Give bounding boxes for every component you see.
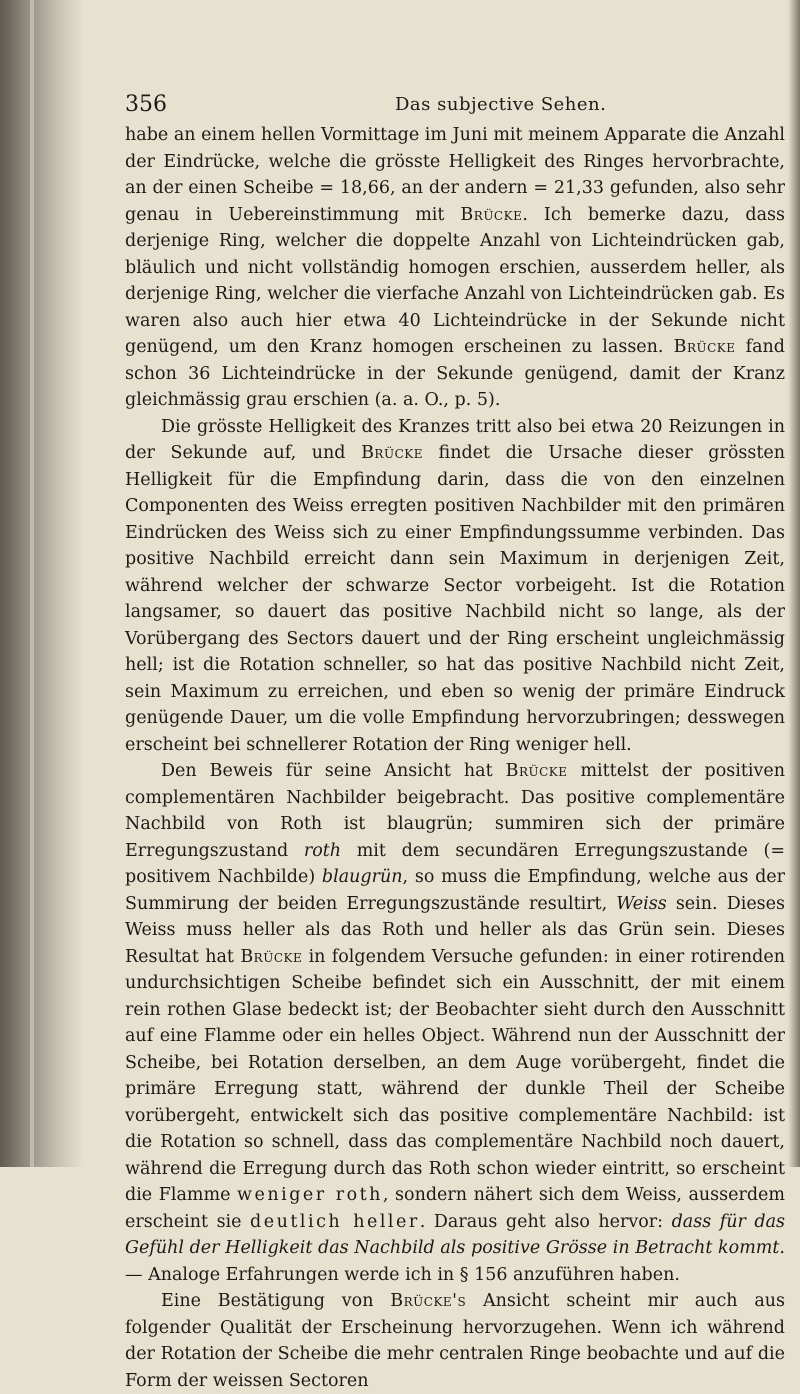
paragraph (125, 122, 785, 414)
text-run: Die grösste Helligkeit des Kranzes tritt also bei etwa 20 Reizungen in der Sekunde auf, und (125, 416, 785, 463)
emphasis-text: weniger roth (237, 1185, 383, 1205)
body-text (125, 122, 785, 1394)
emphasis-text: Weiss (616, 893, 667, 914)
text-run: , sondern nähert sich dem Weiss, ausserdem erscheint sie (125, 1185, 785, 1232)
page-number: 356 (125, 92, 167, 117)
text-run: findet die Ursache dieser grössten Helligkeit für die Empfindung darin, dass die von den einzelnen Componenten des Weiss erregten positiven Nachbilder mit den primären Eindrücken des Weiss sich zu einer Empfindungssumme verbinden. Das positive Nachbild erreicht dann sein Maximum in derjenigen Zeit, während welcher der schwarze Sector vorbeigeht. Ist die Rotation langsamer, so dauert das positive Nachbild nicht so lange, als der Vorübergang des Sectors dauert und der Ring erscheint ungleichmässig hell; ist die Rotation schneller, so hat das positive Nachbild nicht Zeit, sein Maximum zu erreichen, und eben so wenig der primäre Eindruck genügende Dauer, um die volle Empfindung hervorzubringen; desswegen erscheint bei schnellerer Rotation der Ring weniger hell. (125, 443, 785, 755)
text-run: Eine Bestätigung von (161, 1291, 391, 1311)
emphasis-text: deutlich heller (250, 1211, 420, 1232)
emphasis-text: Brücke's (390, 1291, 467, 1311)
emphasis-text: roth (303, 840, 342, 861)
paragraph (125, 758, 785, 1288)
text-run: mit dem secundären Erregungszustande (= positivem Nachbilde) (125, 840, 785, 887)
emphasis-text: Brücke (240, 946, 303, 967)
emphasis-text: Brücke (505, 761, 568, 781)
emphasis-text: Brücke (460, 204, 523, 225)
emphasis-text: Brücke (361, 443, 423, 463)
paragraph (125, 1288, 785, 1394)
emphasis-text: Brücke (673, 337, 736, 357)
text-run: Ansicht scheint mir auch aus folgender Qualität der Erscheinung hervorzugehen. Wenn ich während der Rotation der Scheibe die mehr centralen Ringe beobachte und auf die Form der weissen Sectoren (125, 1291, 786, 1391)
emphasis-text: dass für das Gefühl der Helligkeit das Nachbild als positive Grösse in Betracht kommt (125, 1211, 786, 1258)
page-header (125, 92, 785, 122)
text-run: . Ich bemerke dazu, dass derjenige Ring, welcher die doppelte Anzahl von Lichteindrücken gab, bläulich und nicht vollständig homogen erschien, ausserdem heller, als derjenige Ring, welcher die vierfache Anzahl von Lichteindrücken gab. Es waren also auch hier etwa 40 Lichteindrücke in der Sekunde nicht genügend, um den Kranz homogen erscheinen zu lassen. (125, 204, 786, 357)
book-binding-right (788, 0, 800, 1167)
text-run: fand schon 36 Lichteindrücke in der Sekunde genügend, damit der Kranz gleichmässig grau erschien (a. a. O., p. 5). (125, 337, 785, 410)
text-run: in folgendem Versuche gefunden: in einer rotirenden undurchsichtigen Scheibe befindet sich ein Ausschnitt, der mit einem rein rothen Glase bedeckt ist; der Beobachter sieht durch den Ausschnitt auf eine Flamme oder ein helles Object. Während nun der Ausschnitt der Scheibe, bei Rotation derselben, an dem Auge vorübergeht, findet die primäre Erregung statt, während der dunkle Theil der Scheibe vorübergeht, entwickelt sich das positive complementäre Nachbild: ist die Rotation so schnell, dass das complementäre Nachbild noch dauert, während die Erregung durch das Roth schon wieder eintritt, so erscheint die Flamme (125, 946, 785, 1205)
text-run: sein. Dieses Weiss muss heller als das Roth und heller als das Grün sein. Dieses Resultat hat (125, 893, 785, 967)
running-head: Das subjective Sehen. (395, 94, 607, 115)
text-run: Den Beweis für seine Ansicht hat (161, 761, 506, 781)
text-run: , so muss die Empfindung, welche aus der Summirung der beiden Erregungszustände resultirt, (125, 867, 785, 914)
emphasis-text: blaugrün (321, 867, 403, 887)
text-run: . Daraus geht also hervor: (419, 1211, 672, 1232)
binding-highlight (30, 0, 34, 1167)
text-run: habe an einem hellen Vormittage im Juni mit meinem Apparate die Anzahl der Eindrücke, welche die grösste Helligkeit des Ringes hervorbrachte, an der einen Scheibe = 18,66, an der andern = 21,33 gefunden, also sehr genau in Uebereinstimmung mit (125, 125, 785, 225)
book-page (125, 92, 785, 1394)
text-run: mittelst der positiven complementären Nachbilder beigebracht. Das positive complementäre Nachbild von Roth ist blaugrün; summiren sich der primäre Erregungszustand (125, 761, 785, 861)
book-binding-left (0, 0, 84, 1167)
text-run: . — Analoge Erfahrungen werde ich in § 156 anzuführen haben. (125, 1238, 785, 1285)
paragraph (125, 414, 785, 759)
